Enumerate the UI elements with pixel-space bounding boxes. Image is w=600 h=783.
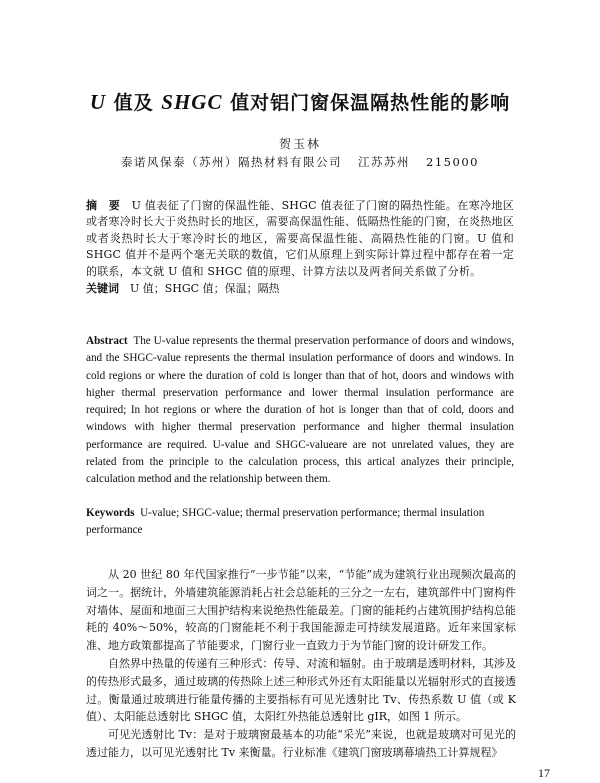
abstract-english: [86, 333, 514, 489]
body-text: [86, 566, 516, 762]
abstract-english-label: Abstract: [86, 335, 128, 347]
abstract-chinese-text: U 值表征了门窗的保温性能、SHGC 值表征了门窗的隔热性能。在寒冷地区或者寒冷时长大于炎热时长的地区，需要高保温性能、低隔热性能的门窗，在炎热地区或者炎热时长大于寒冷时长的地区，需要高保温性能、高隔热性能的门窗。U 值和 SHGC 值并不是两个毫无关联的数值，它们从原理上到实际计算过程中都存在着一定的联系，本文就 U 值和 SHGC 值的原理、计算方法以及两者间关系做了分析。: [86, 199, 514, 278]
keywords-english: [86, 505, 514, 540]
affiliation-location: 江苏苏州: [358, 155, 411, 169]
title-u-symbol: U: [89, 90, 107, 114]
author-name: 贺玉林: [278, 137, 321, 151]
page-number: 17: [538, 766, 550, 780]
keywords-english-text: U-value; SHGC-value; thermal preservation performance; thermal insulation performance: [86, 507, 485, 537]
author-affiliation: [0, 154, 600, 170]
title-part-1: 值及: [106, 92, 162, 114]
body-paragraph: 自然界中热量的传递有三种形式：传导、对流和辐射。由于玻璃是透明材料，其涉及的传热形式最多，通过玻璃的传热除上述三种形式外还有太阳能量以光辐射形式的直接透过。衡量通过玻璃进行能量传播的主要指标有可见光透射比 Tv、传热系数 U 值（或 K 值）、太阳能总透射比 SHGC 值，太阳红外热能总透射比 gIR，如图 1 所示。: [86, 656, 516, 724]
body-paragraph: 可见光透射比 Tv：是对于玻璃窗最基本的功能“采光”来说，也就是玻璃对可见光的透过能力，以可见光透射比 Tv 来衡量。行业标准《建筑门窗玻璃幕墙热工计算规程》: [86, 728, 516, 759]
abstract-chinese-label: 摘 要: [86, 199, 121, 212]
keywords-chinese-text: U 值；SHGC 值；保温；隔热: [130, 282, 280, 295]
abstract-english-text: The U-value represents the thermal preservation performance of doors and windows, and the SHGC-value represents the thermal insulation performance of doors and windows. In cold regions or where the duration of cold is longer than that of hot, doors and windows with higher thermal preservation performance and lower thermal insulation performance are required; In hot regions or where the duration of hot is longer than that of cold, doors and windows with higher thermal preservation performance and higher thermal insulation performance are required. U-value and SHGC-valueare are not unrelated values, they are related from the principle to the calculation process, this artical analyzes their principle, calculation method and the relationship between them.: [86, 335, 514, 486]
keywords-chinese: [86, 280, 514, 296]
affiliation-postcode: 215000: [426, 155, 479, 169]
keywords-english-label: Keywords: [86, 507, 135, 519]
paper-title: [0, 88, 600, 115]
abstract-chinese: [86, 198, 514, 280]
title-shgc-symbol: SHGC: [161, 90, 223, 114]
affiliation-company: 泰诺风保泰（苏州）隔热材料有限公司: [121, 155, 343, 169]
title-part-2: 值对铝门窗保温隔热性能的影响: [222, 92, 511, 114]
body-paragraph: 从 20 世纪 80 年代国家推行“一步节能”以来，“节能”成为建筑行业出现频次最高的词之一。据统计，外墙建筑能源消耗占社会总能耗的三分之一左右，建筑部件中门窗构件对墙体、屋面和地面三大围护结构来说绝热性能最差。门窗的能耗约占建筑围护结构总能耗的 40%～50%，较高的门窗能耗不利于我国能源走可持续发展道路。近年来国家标准、地方政策都提高了节能要求，门窗行业一直致力于为节能门窗的设计研发工作。: [86, 568, 516, 653]
keywords-chinese-label: 关键词: [86, 282, 119, 295]
